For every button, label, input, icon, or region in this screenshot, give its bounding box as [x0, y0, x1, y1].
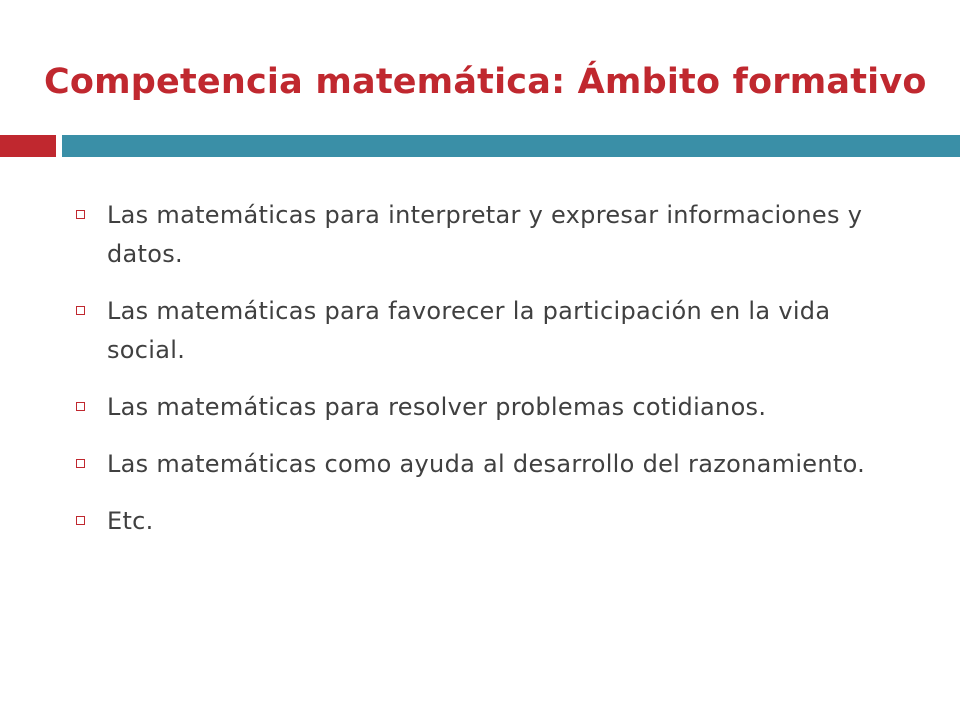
title-underline-red-segment — [0, 135, 56, 157]
slide-title: Competencia matemática: Ámbito formativo — [44, 62, 927, 102]
square-outline-icon — [76, 210, 85, 219]
bullet-text: Las matemáticas como ayuda al desarrollo del razonamiento. — [107, 450, 866, 478]
square-outline-icon — [76, 459, 85, 468]
bullet-text: Etc. — [107, 507, 154, 535]
bullet-item — [76, 502, 916, 541]
square-outline-icon — [76, 306, 85, 315]
bullet-text: Las matemáticas para favorecer la participación en la vida social. — [107, 297, 831, 364]
square-outline-icon — [76, 402, 85, 411]
square-outline-icon — [76, 516, 85, 525]
bullet-item — [76, 196, 916, 274]
bullet-item — [76, 388, 916, 427]
bullet-text: Las matemáticas para resolver problemas cotidianos. — [107, 393, 767, 421]
bullet-list — [76, 196, 916, 559]
bullet-text: Las matemáticas para interpretar y expresar informaciones y datos. — [107, 201, 863, 268]
title-underline-teal-bar — [62, 135, 960, 157]
bullet-item — [76, 292, 916, 370]
bullet-item — [76, 445, 916, 484]
